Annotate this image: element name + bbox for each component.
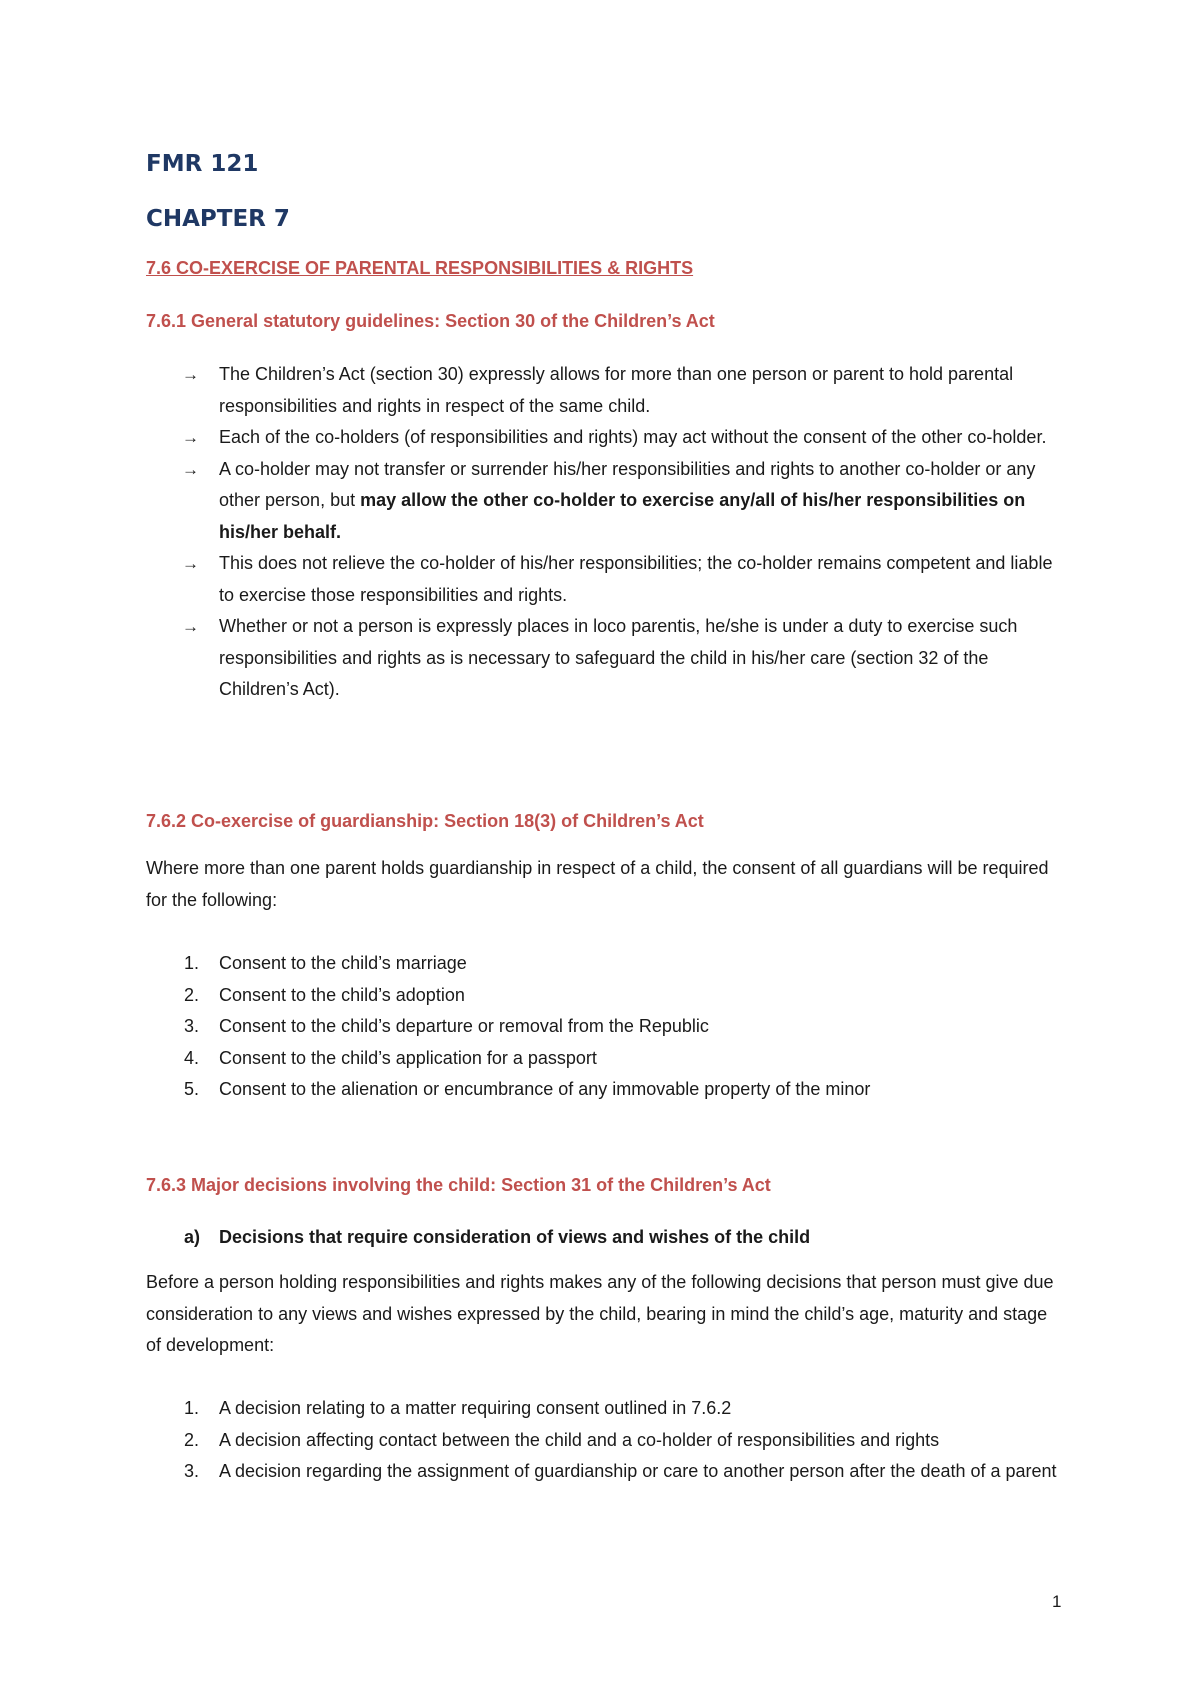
arrow-icon: → [182,428,199,447]
section-7-6-1-list [146,359,1066,706]
arrow-icon: → [182,617,199,636]
section-7-6-heading: 7.6 CO-EXERCISE OF PARENTAL RESPONSIBILITIES & RIGHTS [146,258,694,278]
list-item: 1. A decision relating to a matter requiring consent outlined in 7.6.2 [146,1393,1066,1425]
list-item: 1. Consent to the child’s marriage [146,948,1066,980]
list-item: 4. Consent to the child’s application for a passport [146,1043,1066,1075]
section-7-6-3-subheading: a) Decisions that require consideration of views and wishes of the child [146,1226,810,1248]
list-number: 1. [184,1398,200,1418]
list-number: 3. [184,1461,200,1481]
list-number: 5. [184,1079,200,1099]
list-item: → Whether or not a person is expressly places in loco parentis, he/she is under a duty to exercise such responsibilities and rights as is necessary to safeguard the child in his/her care (section 32 of the Children’s Act). [146,611,1066,706]
list-item: → This does not relieve the co-holder of his/her responsibilities; the co-holder remains competent and liable to exercise those responsibilities and rights. [146,548,1066,611]
list-item: → A co-holder may not transfer or surrender his/her responsibilities and rights to another co-holder or any other person, but may allow the other co-holder to exercise any/all of his/her responsibilities on his/her behalf. [146,454,1066,549]
list-item: → The Children’s Act (section 30) expressly allows for more than one person or parent to hold parental responsibilities and rights in respect of the same child. [146,359,1066,422]
section-7-6-2-list [146,948,1066,1106]
course-code-title: FMR 121 [146,151,259,177]
arrow-icon: → [182,459,199,479]
section-7-6-3-intro: Before a person holding responsibilities and rights makes any of the following decisions that person must give due consideration to any views and wishes expressed by the child, bearing in mind the child’s age, maturity and stage of development: [146,1272,1054,1355]
section-7-6-1-heading: 7.6.1 General statutory guidelines: Section 30 of the Children’s Act [146,311,715,331]
list-number: 2. [184,1429,200,1450]
subheading-marker: a) [184,1227,201,1247]
arrow-icon: → [182,365,199,384]
section-7-6-3-list [146,1393,1066,1488]
list-number: 2. [184,984,200,1005]
list-item: 5. Consent to the alienation or encumbrance of any immovable property of the minor [146,1074,1066,1106]
section-7-6-3-heading: 7.6.3 Major decisions involving the child: Section 31 of the Children’s Act [146,1175,771,1195]
list-item: 2. A decision affecting contact between the child and a co-holder of responsibilities and rights [146,1425,1066,1457]
list-item: → Each of the co-holders (of responsibilities and rights) may act without the consent of the other co-holder. [146,422,1066,454]
list-number: 3. [184,1016,200,1036]
list-item: 3. A decision regarding the assignment of guardianship or care to another person after the death of a parent [146,1456,1066,1488]
section-7-6-2-intro: Where more than one parent holds guardianship in respect of a child, the consent of all guardians will be required for the following: [146,858,1049,910]
list-number: 4. [184,1047,200,1068]
arrow-icon: → [182,554,199,573]
chapter-title: CHAPTER 7 [146,206,290,232]
section-7-6-2-heading: 7.6.2 Co-exercise of guardianship: Section 18(3) of Children’s Act [146,811,704,831]
list-item: 2. Consent to the child’s adoption [146,980,1066,1012]
emphasis-text: may allow the other co-holder to exercise any/all of his/her responsibilities on his/her behalf. [219,490,1026,542]
page-number: 1 [1052,1592,1062,1611]
list-number: 1. [184,953,200,973]
list-item: 3. Consent to the child’s departure or removal from the Republic [146,1011,1066,1043]
